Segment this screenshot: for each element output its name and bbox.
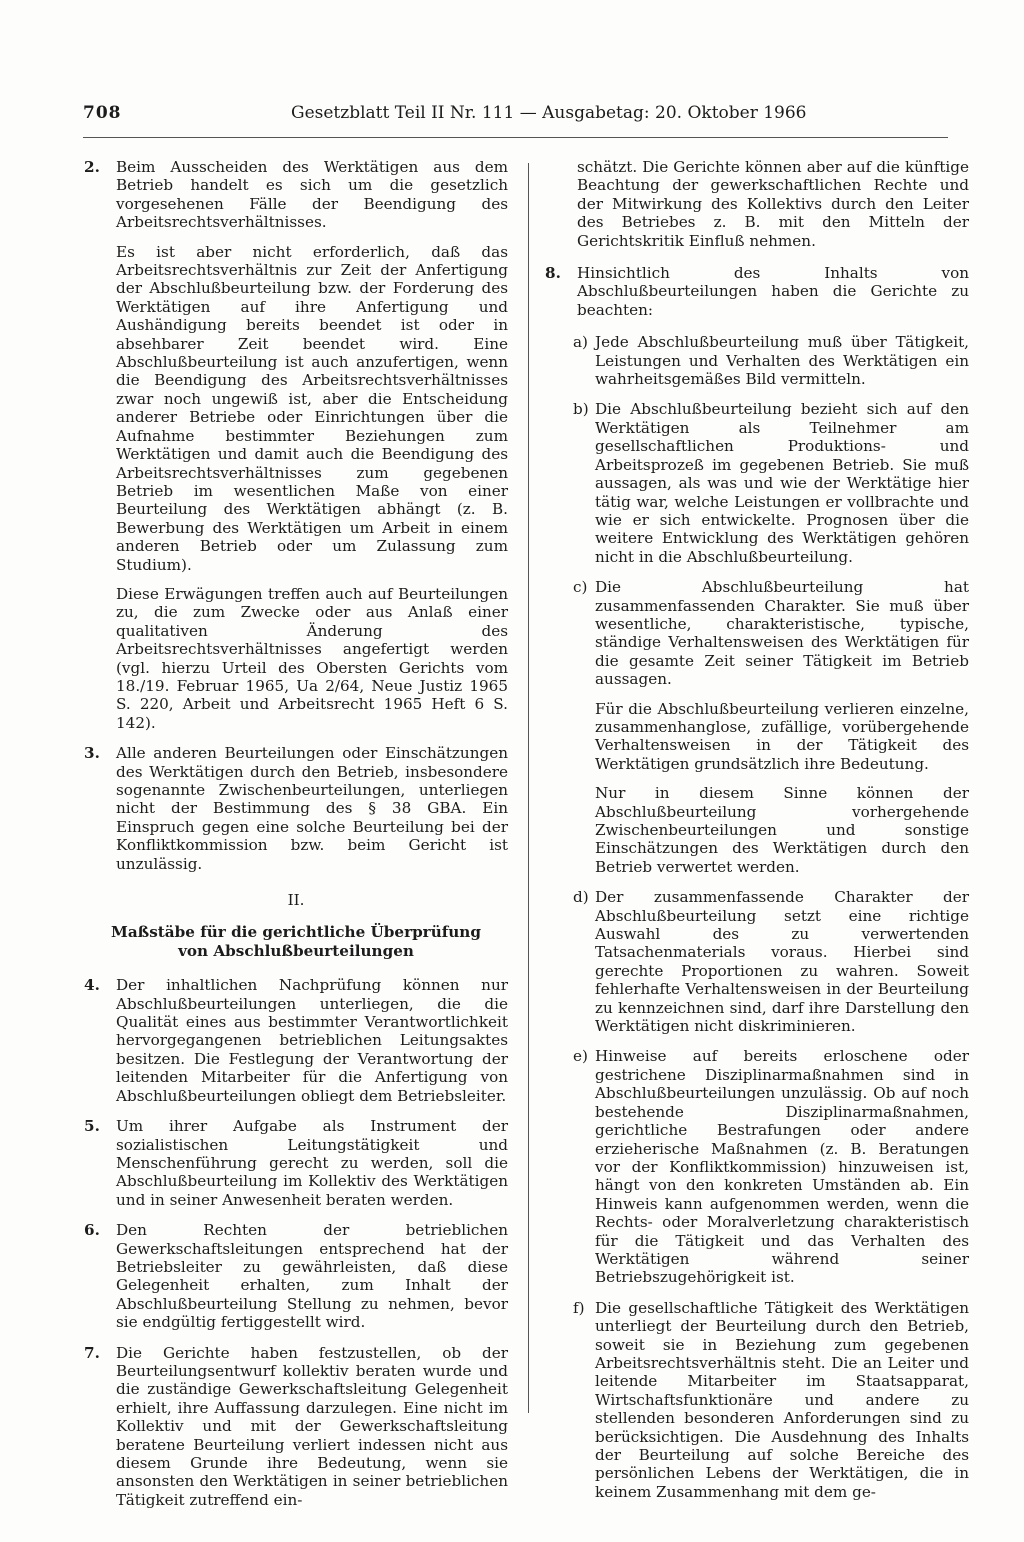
sub-item-e	[573, 1047, 969, 1286]
paragraph: Die Gerichte haben festzustellen, ob der Beurteilungsentwurf kollektiv beraten wurde und die zuständige Gewerkschaftsleitung Gelegenheit erhielt, ihre Auffassung darzulegen. Eine nicht im Kollektiv und mit der Gewerkschaftsleitung beratene Beurteilung verliert indessen nicht aus diesem Grunde ihre Bedeutung, wenn sie ansonsten den Werktätigen in seiner betrieblichen Tätigkeit zutreffend ein-	[116, 1343, 508, 1509]
section-number: II.	[287, 891, 305, 910]
paragraph: Hinweise auf bereits erloschene oder gestrichene Disziplinarmaßnahmen sind in Abschlußbeurteilungen unzulässig. Ob auf noch bestehende Disziplinarmaßnahmen, gerichtliche Bestrafungen oder andere erzieherische Maßnahmen (z. B. Beratungen vor der Konfliktkommission) hinzuweisen ist, hängt von den konkreten Umständen ab. Ein Hinweis kann aufgenommen werden, wenn die Rechts- oder Moralverletzung charakteristisch für die Tätigkeit und das Verhalten des Werktätigen während seiner Betriebszugehörigkeit ist.	[595, 1047, 969, 1287]
section-heading-line: von Abschlußbeurteilungen	[178, 941, 414, 960]
sub-item-c	[573, 578, 969, 876]
item-7-continuation	[545, 158, 969, 250]
page-header	[83, 103, 948, 131]
item-number: 5.	[84, 1117, 100, 1136]
paragraph: Den Rechten der betrieblichen Gewerkschaftsleitungen entsprechend hat der Betriebsleiter zu gewährleisten, daß diese Gelegenheit erhalten, zum Inhalt der Abschlußbeurteilung Stellung zu nehmen, bevor sie endgültig fertiggestellt wird.	[116, 1221, 508, 1332]
left-column	[84, 158, 508, 1509]
sub-item-a	[573, 333, 969, 388]
header-rule	[83, 137, 948, 138]
page-number: 708	[83, 103, 122, 123]
paragraph: Der inhaltlichen Nachprüfung können nur Abschlußbeurteilungen unterliegen, die die Qualität eines aus bestimmter Verantwortlichkeit hervorgegangenen betrieblichen Leitungsaktes besitzen. Die Festlegung der Verantwortung der leitenden Mitarbeiter für die Anfertigung von Abschlußbeurteilungen obliegt dem Betriebsleiter.	[116, 976, 508, 1105]
paragraph: Nur in diesem Sinne können der Abschlußbeurteilung vorhergehende Zwischenbeurteilungen und sonstige Einschätzungen des Werktätigen durch den Betrieb verwertet werden.	[595, 784, 969, 876]
paragraph: Die Abschlußbeurteilung bezieht sich auf den Werktätigen als Teilnehmer am gesellschaftlichen Produktions- und Arbeitsprozeß im gegebenen Betrieb. Sie muß aussagen, als was und wie der Werktätige hier tätig war, welche Leistungen er vollbrachte und wie er sich entwickelte. Prognosen über die weitere Entwicklung des Werktätigen gehören nicht in die Abschlußbeurteilung.	[595, 400, 969, 566]
item-number: 6.	[84, 1221, 100, 1240]
item-2	[84, 158, 508, 732]
item-6	[84, 1221, 508, 1331]
paragraph: Hinsichtlich des Inhalts von Abschlußbeurteilungen haben die Gerichte zu beachten:	[577, 264, 969, 319]
item-number: 7.	[84, 1343, 100, 1362]
item-7	[84, 1344, 508, 1510]
section-heading-line: Maßstäbe für die gerichtliche Überprüfung	[111, 923, 481, 942]
paragraph: schätzt. Die Gerichte können aber auf die künftige Beachtung der gewerkschaftlichen Rechte und der Mitwirkung des Kollektivs durch den Leiter des Betriebes z. B. mit den Mitteln der Gerichtskritik Einfluß nehmen.	[577, 158, 969, 250]
paragraph: Die gesellschaftliche Tätigkeit des Werktätigen unterliegt der Beurteilung durch den Betrieb, soweit sie in Beziehung zum gegebenen Arbeitsrechtsverhältnis steht. Die an Leiter und leitende Mitarbeiter im Staatsapparat, Wirtschaftsfunktionäre und andere zu stellenden besonderen Anforderungen sind zu berücksichtigen. Die Ausdehnung des Inhalts der Beurteilung auf solche Bereiche des persönlichen Lebens der Werktätigen, die in keinem Zusammenhang mit dem ge-	[595, 1298, 969, 1501]
header-title: Gesetzblatt Teil II Nr. 111 — Ausgabetag: 20. Oktober 1966	[291, 103, 807, 123]
sub-item-label: c)	[573, 578, 588, 597]
item-5	[84, 1117, 508, 1209]
item-number: 8.	[545, 264, 561, 283]
paragraph: Beim Ausscheiden des Werktätigen aus dem Betrieb handelt es sich um die gesetzlich vorgesehenen Fälle der Beendigung des Arbeitsrechtsverhältnisses.	[116, 158, 508, 232]
sub-item-b	[573, 400, 969, 566]
paragraph: Um ihrer Aufgabe als Instrument der sozialistischen Leitungstätigkeit und Menschenführung gerecht zu werden, soll die Abschlußbeurteilung im Kollektiv des Werktätigen und in seiner Anwesenheit beraten werden.	[116, 1117, 508, 1209]
paragraph: Es ist aber nicht erforderlich, daß das Arbeitsrechtsverhältnis zur Zeit der Anfertigung der Abschlußbeurteilung bzw. der Forderung des Werktätigen auf ihre Anfertigung und Aushändigung bereits beendet ist oder in absehbarer Zeit beendet wird. Eine Abschlußbeurteilung ist auch anzufertigen, wenn die Beendigung des Arbeitsrechtsverhältnisses zwar noch ungewiß ist, aber die Entscheidung anderer Betriebe oder Einrichtungen über die Aufnahme bestimmter Beziehungen zum Werktätigen und damit auch die Beendigung des Arbeitsrechtsverhältnisses zum gegebenen Betrieb im wesentlichen Maße von einer Beurteilung des Werktätigen abhängt (z. B. Bewerbung des Werktätigen um Arbeit in einem anderen Betrieb oder um Zulassung zum Studium).	[116, 242, 508, 574]
item-number: 3.	[84, 744, 100, 763]
sub-item-f	[573, 1299, 969, 1501]
paragraph: Diese Erwägungen treffen auch auf Beurteilungen zu, die zum Zwecke oder aus Anlaß einer qualitativen Änderung des Arbeitsrechtsverhältnisses angefertigt werden (vgl. hierzu Urteil des Obersten Gerichts vom 18./19. Februar 1965, Ua 2/64, Neue Justiz 1965 S. 220, Arbeit und Arbeitsrecht 1965 Heft 6 S. 142).	[116, 584, 508, 732]
paragraph: Der zusammenfassende Charakter der Abschlußbeurteilung setzt eine richtige Auswahl des zu verwertenden Tatsachenmaterials voraus. Hierbei sind gerechte Proportionen zu wahren. Soweit fehlerhafte Verhaltensweisen in der Beurteilung zu kennzeichnen sind, darf ihre Darstellung den Werktätigen nicht diskriminieren.	[595, 888, 969, 1036]
paragraph: Für die Abschlußbeurteilung verlieren einzelne, zusammenhanglose, zufällige, vorübergehende Verhaltensweisen in der Tätigkeit des Werktätigen grundsätzlich ihre Bedeutung.	[595, 699, 969, 773]
paragraph: Jede Abschlußbeurteilung muß über Tätigkeit, Leistungen und Verhalten des Werktätigen ein wahrheitsgemäßes Bild vermitteln.	[595, 333, 969, 389]
right-column	[545, 158, 969, 1501]
item-number: 2.	[84, 158, 100, 176]
sub-item-label: e)	[573, 1047, 588, 1066]
paragraph: Die Abschlußbeurteilung hat zusammenfassenden Charakter. Sie muß über wesentliche, charakteristische, typische, ständige Verhaltensweisen des Werktätigen für die gesamte Zeit seiner Tätigkeit im Betrieb aussagen.	[595, 578, 969, 689]
sub-item-label: d)	[573, 888, 589, 907]
sub-item-d	[573, 888, 969, 1035]
sub-item-label: b)	[573, 400, 589, 419]
paragraph: Alle anderen Beurteilungen oder Einschätzungen des Werktätigen durch den Betrieb, insbesondere sogenannte Zwischenbeurteilungen, unterliegen nicht der Bestimmung des § 38 GBA. Ein Einspruch gegen eine solche Beurteilung bei der Konfliktkommission bzw. beim Gericht ist unzulässig.	[116, 744, 508, 873]
item-3	[84, 744, 508, 873]
item-4	[84, 976, 508, 1105]
item-number: 4.	[84, 976, 100, 995]
column-divider	[528, 163, 529, 1413]
item-8	[545, 264, 969, 319]
section-heading	[84, 923, 508, 960]
sub-item-label: f)	[573, 1298, 585, 1317]
sub-item-label: a)	[573, 333, 588, 352]
